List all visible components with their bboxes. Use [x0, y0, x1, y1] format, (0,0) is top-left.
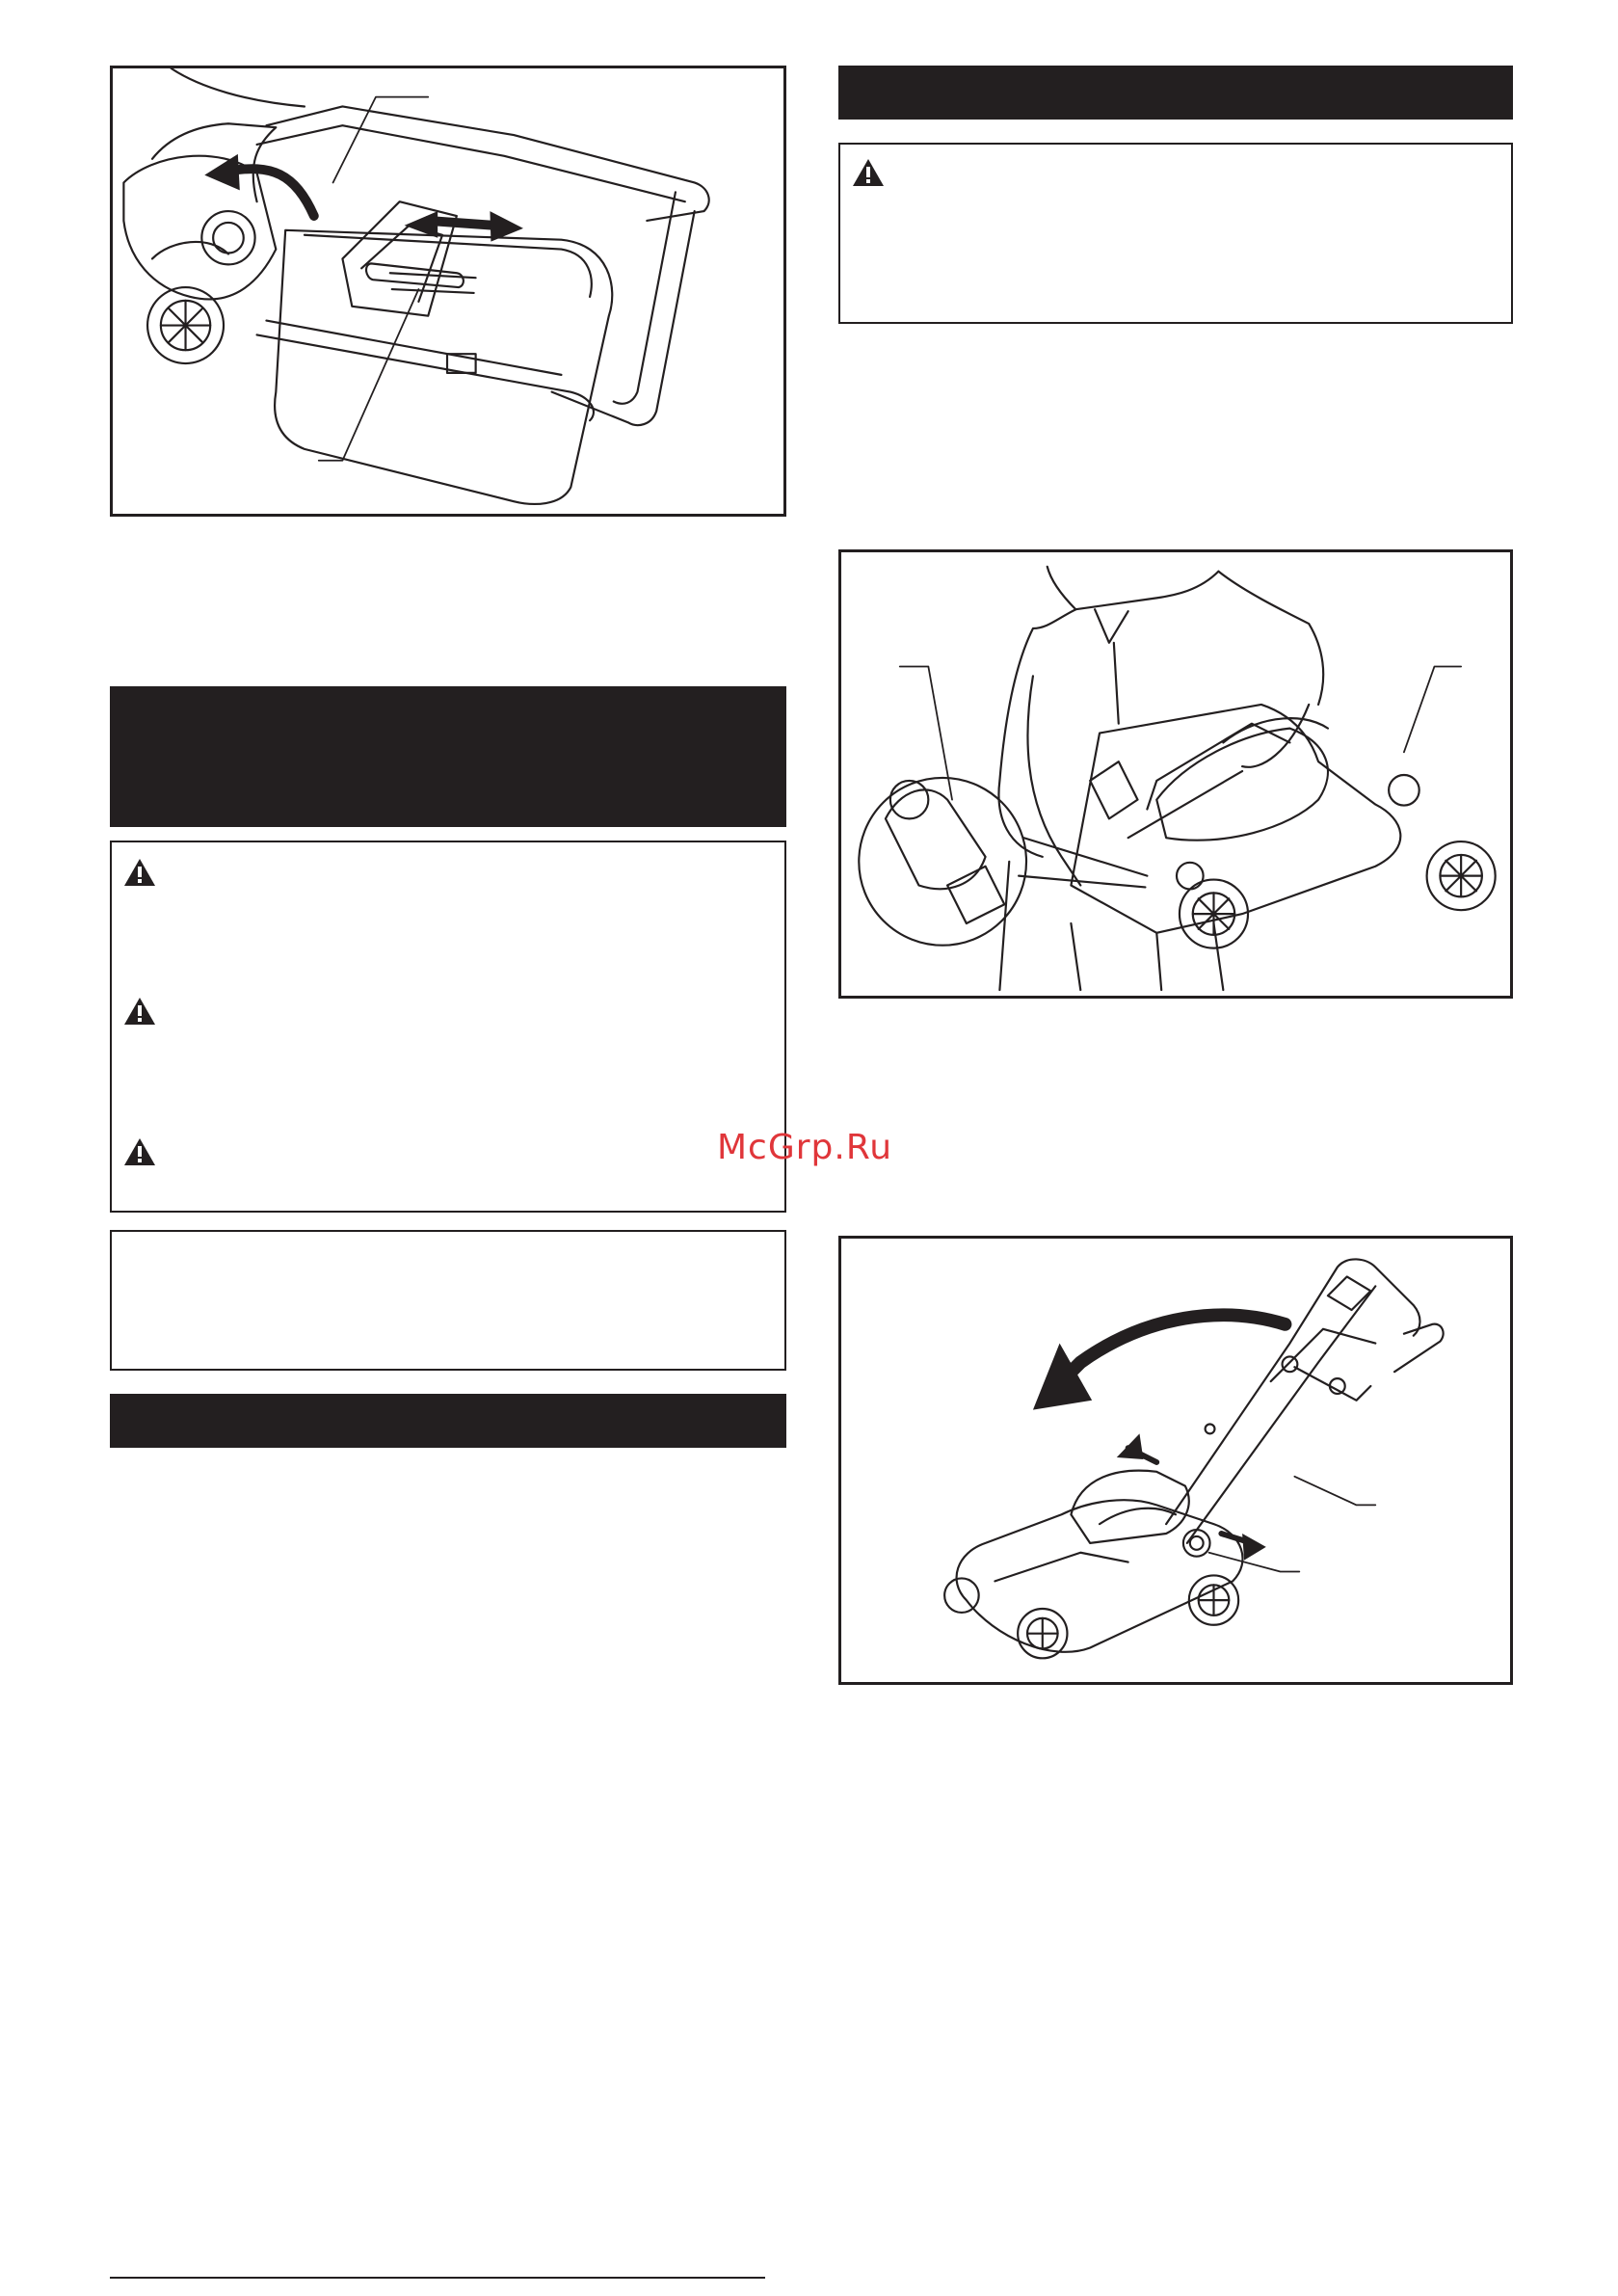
section-bar-right: [838, 66, 1513, 120]
footer-rule: [110, 2277, 765, 2279]
figure-grass-bag: [110, 66, 786, 517]
grass-bag-illustration: [113, 68, 783, 514]
folding-handle-illustration: [841, 1239, 1510, 1682]
carrying-mower-illustration: [841, 552, 1510, 996]
warning-triangle-icon: [123, 1137, 156, 1166]
figure-carrying-mower: [838, 549, 1513, 999]
warning-triangle-icon: [123, 858, 156, 887]
watermark: McGrp.Ru: [717, 1128, 893, 1167]
warning-triangle-icon: [123, 997, 156, 1026]
figure-folding-handle: [838, 1236, 1513, 1685]
warning-box-left: [110, 841, 786, 1213]
warning-box-right: [838, 143, 1513, 324]
section-header-block: [110, 686, 786, 827]
note-box-left: [110, 1230, 786, 1371]
warning-triangle-icon: [852, 158, 885, 187]
section-bar-left: [110, 1394, 786, 1448]
